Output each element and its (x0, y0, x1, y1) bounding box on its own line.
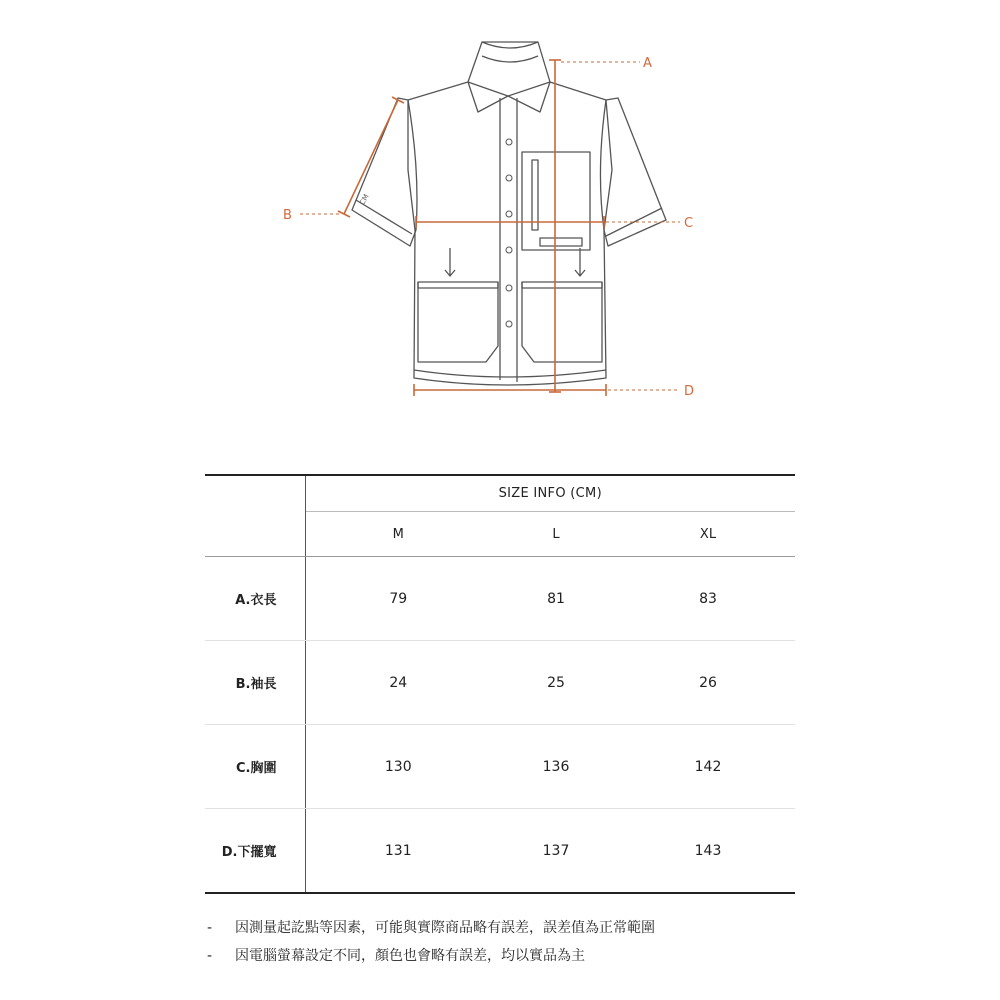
table-cell: 137 (491, 809, 621, 894)
table-cell: 83 (621, 557, 795, 641)
left-lower-pocket (418, 282, 498, 362)
measure-b-line (344, 100, 398, 214)
label-d: D (684, 384, 695, 399)
table-cell: 131 (305, 809, 491, 894)
note-item (205, 942, 805, 970)
right-lower-pocket (522, 282, 602, 362)
table-cell: 130 (305, 725, 491, 809)
note-item (205, 914, 805, 942)
size-info-table (205, 474, 795, 894)
placket (500, 98, 517, 382)
sleeve-tag-text: CM (358, 192, 371, 207)
row-label: B.袖長 (205, 641, 305, 725)
row-label: A.衣長 (205, 557, 305, 641)
table-cell: 79 (305, 557, 491, 641)
table-corner-cell (205, 475, 305, 557)
table-row (205, 725, 795, 809)
label-c: C (684, 216, 694, 231)
note-text: 因電腦螢幕設定不同，顏色也會略有誤差，均以實品為主 (235, 948, 585, 964)
table-row (205, 641, 795, 725)
collar (468, 42, 550, 112)
shirt-measurement-diagram (0, 0, 1000, 440)
table-cell: 24 (305, 641, 491, 725)
table-row (205, 557, 795, 641)
size-header: L (491, 512, 621, 557)
left-sleeve (352, 98, 416, 246)
note-bullet: - (207, 948, 213, 964)
table-cell: 143 (621, 809, 795, 894)
table-cell: 142 (621, 725, 795, 809)
shirt-body (408, 82, 612, 385)
buttons (506, 139, 512, 327)
right-sleeve (604, 98, 666, 246)
note-text: 因測量起訖點等因素，可能與實際商品略有誤差，誤差值為正常範圍 (235, 920, 655, 936)
row-label: C.胸圍 (205, 725, 305, 809)
shirt-outline (352, 42, 666, 385)
size-header: XL (621, 512, 795, 557)
label-b: B (283, 208, 292, 223)
table-cell: 136 (491, 725, 621, 809)
table-cell: 81 (491, 557, 621, 641)
notes-list (205, 914, 805, 970)
table-title-row (205, 475, 795, 512)
table-cell: 26 (621, 641, 795, 725)
table-title: SIZE INFO (CM) (305, 475, 795, 512)
note-bullet: - (207, 920, 213, 936)
size-header: M (305, 512, 491, 557)
table-cell: 25 (491, 641, 621, 725)
row-label: D.下擺寬 (205, 809, 305, 894)
label-a: A (643, 56, 652, 71)
table-row (205, 809, 795, 894)
